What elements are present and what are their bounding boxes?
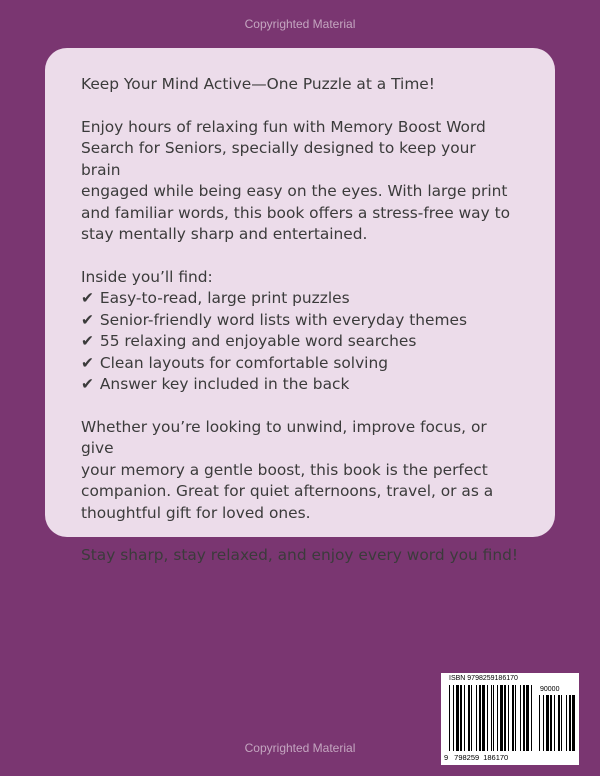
closing-line: thoughtful gift for loved ones. — [81, 503, 311, 522]
list-heading: Inside you’ll find: — [81, 267, 213, 286]
feature-text: Easy-to-read, large print puzzles — [99, 289, 350, 307]
list-item — [81, 331, 519, 353]
isbn-label: ISBN 9798259186170 — [449, 675, 518, 682]
watermark-top: Copyrighted Material — [244, 17, 356, 31]
barcode-digit-group: 186170 — [483, 753, 509, 762]
checkmark-icon: ✔ — [81, 353, 94, 372]
intro-paragraph — [81, 117, 519, 246]
checkmark-icon: ✔ — [81, 332, 94, 350]
intro-line: Search for Seniors, specially designed to keep your brain — [81, 139, 476, 179]
checkmark-icon: ✔ — [81, 375, 94, 393]
closing-line: companion. Great for quiet afternoons, travel, or as a — [81, 482, 494, 500]
barcode-digit-group: 9 — [444, 753, 449, 762]
price-code: 90000 — [540, 686, 560, 693]
list-item — [81, 353, 519, 375]
headline: Keep Your Mind Active—One Puzzle at a Time! — [81, 75, 435, 93]
checkmark-icon: ✔ — [81, 310, 94, 329]
feature-list — [81, 288, 519, 396]
feature-text: Senior-friendly word lists with everyday themes — [99, 310, 467, 329]
description-panel — [45, 48, 555, 564]
closing-line: Whether you’re looking to unwind, improve focus, or give — [81, 417, 487, 457]
barcode-digit-group: 798259 — [454, 753, 480, 762]
intro-line: and familiar words, this book offers a stress-free way to — [81, 203, 511, 222]
closing-paragraph — [81, 417, 519, 525]
feature-text: 55 relaxing and enjoyable word searches — [99, 332, 417, 350]
feature-text: Clean layouts for comfortable solving — [99, 353, 388, 372]
feature-text: Answer key included in the back — [99, 375, 350, 393]
checkmark-icon: ✔ — [81, 289, 94, 307]
list-item — [81, 374, 519, 396]
watermark-bottom: Copyrighted Material — [244, 741, 356, 755]
intro-line: engaged while being easy on the eyes. With large print — [81, 182, 508, 200]
tagline: Stay sharp, stay relaxed, and enjoy every word you find! — [81, 546, 519, 564]
intro-line: Enjoy hours of relaxing fun with Memory Boost Word — [81, 117, 486, 136]
list-item — [81, 288, 519, 310]
intro-line: stay mentally sharp and entertained. — [81, 225, 368, 243]
closing-line: your memory a gentle boost, this book is the perfect — [81, 460, 488, 479]
list-item — [81, 310, 519, 332]
